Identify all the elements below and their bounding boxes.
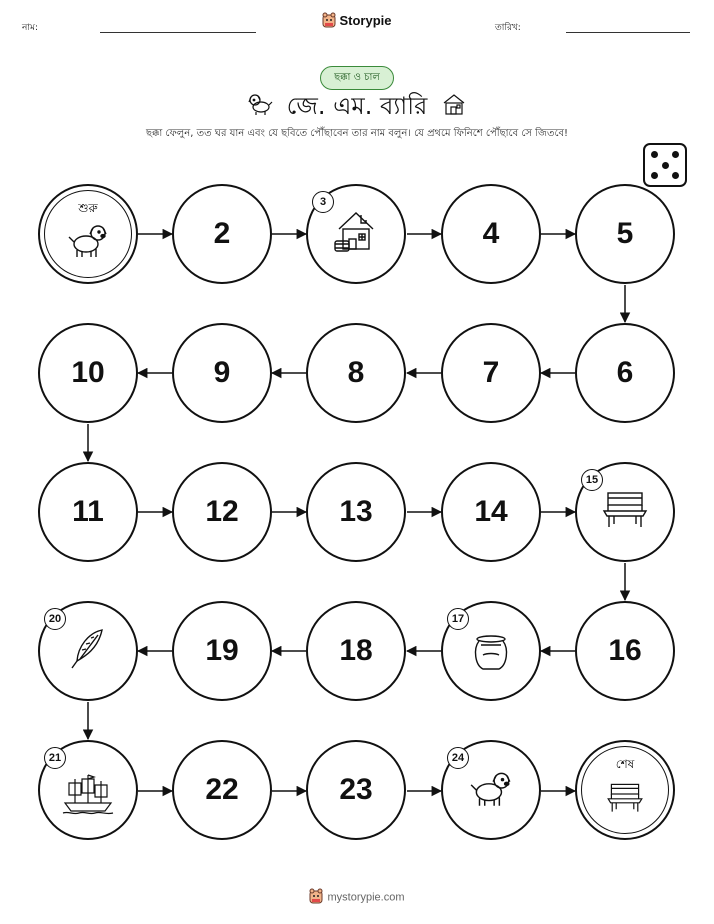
board-cell-5: 5	[575, 184, 675, 284]
dog-icon	[66, 220, 110, 264]
board-cell-4: 4	[441, 184, 541, 284]
cell-badge: 17	[447, 608, 469, 630]
cell-badge: 20	[44, 608, 66, 630]
cell-badge: 21	[44, 747, 66, 769]
board-cell-18: 18	[306, 601, 406, 701]
board-cell-6: 6	[575, 323, 675, 423]
game-type-tag: ছক্কা ও চাল	[320, 66, 394, 90]
board-cell-2: 2	[172, 184, 272, 284]
board-cell-21	[38, 740, 138, 840]
cell-badge: 24	[447, 747, 469, 769]
footer-url[interactable]: mystorypie.com	[327, 891, 405, 904]
pot-icon	[469, 633, 513, 677]
feather-icon	[68, 627, 108, 675]
bench-icon	[600, 490, 650, 534]
start-label: শুরু	[78, 201, 98, 215]
board-cell-24	[441, 740, 541, 840]
board-cell-11: 11	[38, 462, 138, 562]
cell-badge: 3	[312, 191, 334, 213]
board-cell-14: 14	[441, 462, 541, 562]
footer	[0, 888, 714, 907]
storypie-logo-icon	[309, 888, 323, 907]
house-icon	[331, 209, 381, 259]
board-cell-15	[575, 462, 675, 562]
end-label: শেষ	[615, 757, 635, 771]
brand-name: Storypie	[339, 12, 392, 28]
board-cell-13: 13	[306, 462, 406, 562]
board-cell-end	[575, 740, 675, 840]
board-cell-23: 23	[306, 740, 406, 840]
board-cell-8: 8	[306, 323, 406, 423]
bench-icon	[605, 781, 645, 819]
board-cell-3	[306, 184, 406, 284]
board-cell-10: 10	[38, 323, 138, 423]
board-cell-22: 22	[172, 740, 272, 840]
name-label: নাম:	[22, 23, 39, 33]
board-cell-16: 16	[575, 601, 675, 701]
board-cell-12: 12	[172, 462, 272, 562]
board-cell-9: 9	[172, 323, 272, 423]
date-label: তারিখ:	[495, 23, 521, 33]
board-cell-20	[38, 601, 138, 701]
board-cell-17	[441, 601, 541, 701]
ship-icon	[61, 771, 115, 821]
cell-badge: 15	[581, 469, 603, 491]
board-cell-19: 19	[172, 601, 272, 701]
board-cell-7: 7	[441, 323, 541, 423]
instructions: ছক্কা ফেলুন, তত ঘর যান এবং যে ছবিতে পৌঁছাবেন তার নাম বলুন। যে প্রথমে ফিনিশে পৌঁছাবে সে জিতবে!	[145, 128, 569, 139]
title-text: জে. এম. ব্যারি	[286, 92, 428, 120]
dog-icon	[468, 767, 514, 813]
board-cell-start	[38, 184, 138, 284]
